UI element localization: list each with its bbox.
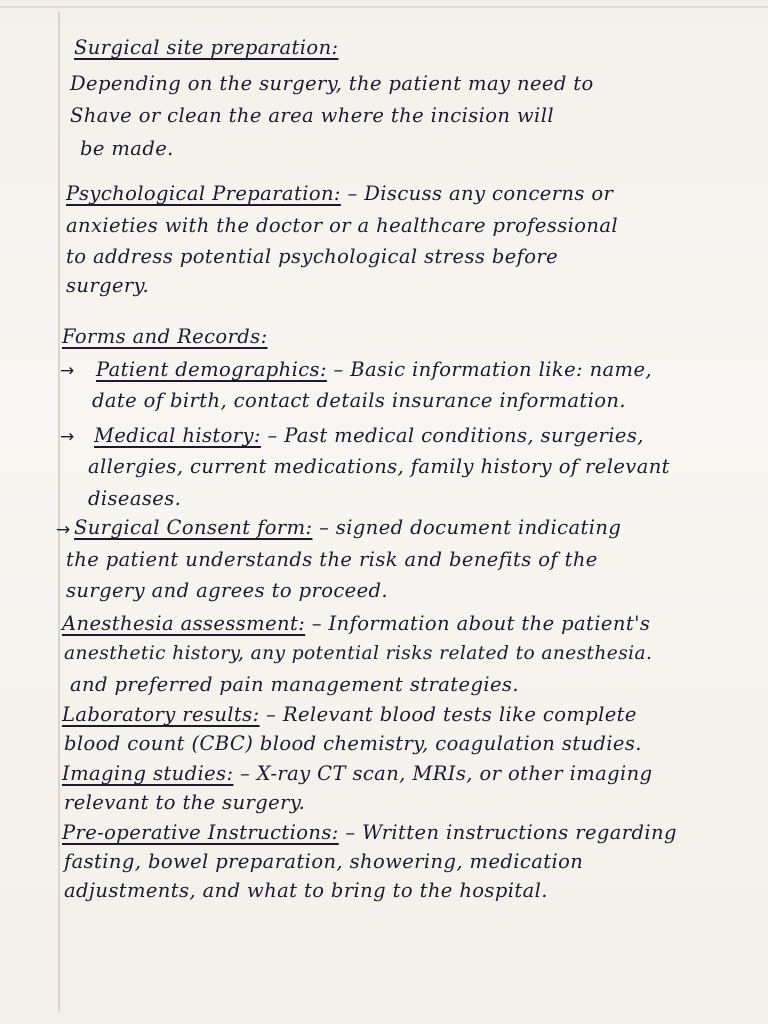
record-pre-operative-instructions [62,823,677,843]
record-first-line: – Relevant blood tests like complete [266,703,637,726]
record-label: Pre-operative Instructions: [62,821,339,844]
record-patient-demographics [96,360,652,380]
margin-rule [58,12,60,1012]
record-medical-history [94,426,644,446]
record-first-line: – Written instructions regarding [345,821,677,844]
text-line: surgery and agrees to proceed. [66,579,389,602]
record-surgical-consent-form [74,518,621,538]
text-line: be made. [80,137,174,160]
record-laboratory-results [62,705,637,725]
record-label: Patient demographics: [96,358,327,381]
text-line: relevant to the surgery. [64,791,306,814]
record-first-line: – Past medical conditions, surgeries, [267,424,644,447]
record-first-line: – signed document indicating [319,516,622,539]
arrow-icon: → [56,520,71,540]
heading-psychological-preparation: Psychological Preparation: [66,182,341,205]
record-imaging-studies [62,764,652,784]
text-line: allergies, current medications, family history of relevant [88,455,670,478]
record-label: Laboratory results: [62,703,260,726]
text-line: anesthetic history, any potential risks related to anesthesia. [64,643,653,664]
heading-tail-text: – Discuss any concerns or [347,182,614,205]
heading-forms-and-records: Forms and Records: [62,325,268,348]
heading-surgical-site-preparation: Surgical site preparation: [74,36,339,59]
page-top-rule [0,6,768,8]
text-line: surgery. [66,274,150,297]
text-line: fasting, bowel preparation, showering, medication [64,850,584,873]
text-line: the patient understands the risk and benefits of the [66,548,598,571]
record-label: Imaging studies: [62,762,234,785]
text-line: to address potential psychological stress before [66,245,559,268]
record-first-line: – X-ray CT scan, MRIs, or other imaging [240,762,653,785]
text-line: and preferred pain management strategies. [70,673,519,696]
record-anesthesia-assessment [62,614,650,634]
text-line: Depending on the surgery, the patient may need to [70,72,594,95]
record-first-line: – Information about the patient's [311,612,651,635]
text-line: anxieties with the doctor or a healthcare professional [66,214,619,237]
record-label: Anesthesia assessment: [62,612,306,635]
record-first-line: – Basic information like: name, [333,358,652,381]
text-line: Shave or clean the area where the incision will [70,104,554,127]
record-label: Surgical Consent form: [74,516,313,539]
psychological-heading-line [66,184,613,204]
text-line: diseases. [88,487,182,510]
record-label: Medical history: [94,424,261,447]
arrow-icon: → [60,361,75,381]
arrow-icon: → [60,427,75,447]
text-line: blood count (CBC) blood chemistry, coagulation studies. [64,732,642,755]
text-line: date of birth, contact details insurance information. [92,389,626,412]
text-line: adjustments, and what to bring to the hospital. [64,879,548,902]
